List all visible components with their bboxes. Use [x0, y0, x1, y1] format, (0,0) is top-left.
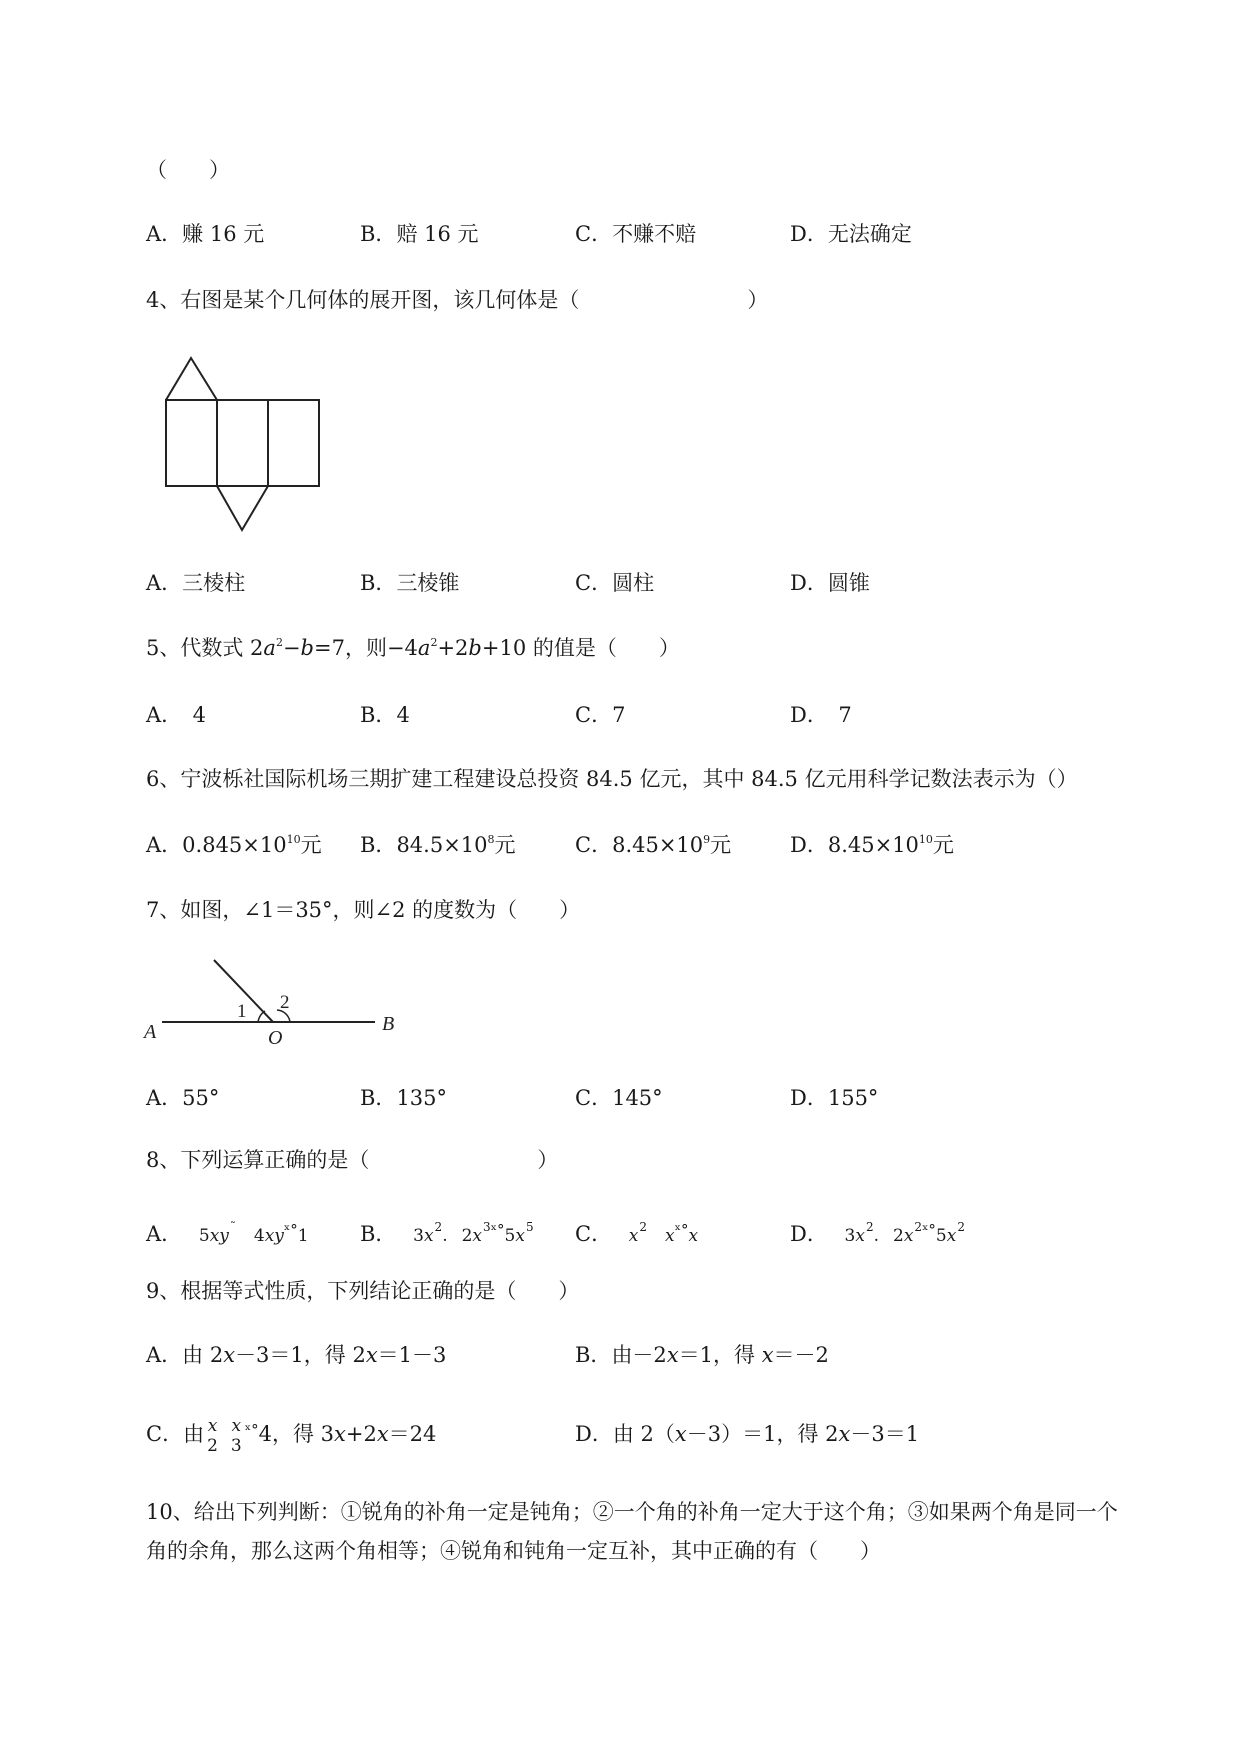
net-rectangle — [166, 400, 319, 486]
label-a: A — [144, 1021, 157, 1043]
label-b: B — [382, 1013, 395, 1035]
net-bottom-triangle — [217, 486, 268, 530]
fraction-x-over-2: x 2 — [207, 1415, 218, 1456]
q4-option-a: A．三棱柱 — [146, 571, 246, 595]
q9-option-d: D．由 2（x－3）＝1，得 2x－3＝1 — [575, 1422, 920, 1446]
q8-option-a: A． 5xy˜ $4xy^{ˣ^\circ}1$ — [146, 1220, 309, 1246]
q8-option-b: B． $3x^2$. $2x^{3ˣ^\circ}5x^5$ — [360, 1220, 534, 1246]
q4-option-c: C．圆柱 — [575, 571, 655, 595]
q7-option-d: D．155° — [790, 1086, 879, 1110]
q4-prism-net-figure — [160, 350, 330, 535]
fraction-x-over-3: x 3 — [230, 1415, 242, 1456]
label-angle-2: 2 — [280, 992, 290, 1013]
q4-stem: 4、右图是某个几何体的展开图，该几何体是（ ） — [146, 288, 769, 312]
q5-stem: 5、代数式 $2a^2-b=7$，则$-4a^2+2b+10$ 的值是（ ） — [146, 636, 680, 660]
q6-option-a: A．$0.845\times 10^{10}$元 — [146, 833, 322, 857]
q9-option-a: A．由 2x－3＝1，得 2x＝1－3 — [146, 1343, 447, 1367]
q4-option-d: D．圆锥 — [790, 571, 870, 595]
q7-angle-figure — [140, 950, 410, 1050]
q3-option-b: B．赔 16 元 — [360, 222, 479, 246]
q3-option-d: D．无法确定 — [790, 222, 912, 246]
q8-option-c: C． $x^2$ $x^{ˣ^\circ}x$ — [575, 1220, 699, 1246]
q3-option-c: C．不赚不赔 — [575, 222, 697, 246]
q5-option-b: B．4 — [360, 703, 410, 727]
q9-option-c: C．由 x 2 x 3 $^{ˣ^\circ}$4，得 3x+2x＝24 — [146, 1415, 437, 1456]
q6-option-d: D．$8.45\times 10^{10}$元 — [790, 833, 954, 857]
q8-option-d: D． $3x^2$. $2x^{2ˣ^\circ}5x^2$ — [790, 1220, 965, 1246]
q4-option-b: B．三棱锥 — [360, 571, 460, 595]
q6-stem: 6、宁波栎社国际机场三期扩建工程建设总投资 84.5 亿元，其中 84.5 亿元用科学记数法表示为（） — [146, 767, 1078, 791]
label-o: O — [268, 1027, 283, 1049]
angle-1-arc — [258, 1011, 265, 1022]
q8-stem: 8、下列运算正确的是（ ） — [146, 1148, 559, 1172]
q7-option-c: C．145° — [575, 1086, 663, 1110]
q9-stem: 9、根据等式性质，下列结论正确的是（ ） — [146, 1279, 580, 1303]
q7-option-b: B．135° — [360, 1086, 448, 1110]
q5-option-c: C．7 — [575, 703, 626, 727]
q7-option-a: A．55° — [146, 1086, 220, 1110]
q6-option-b: B．$84.5\times 10^8$元 — [360, 833, 516, 857]
q3-option-a: A．赚 16 元 — [146, 222, 265, 246]
q3-answer-bracket: （ ） — [146, 158, 230, 182]
label-angle-1: 1 — [237, 1001, 247, 1022]
q5-option-d: D． 7 — [790, 703, 852, 727]
q6-option-c: C．$8.45\times 10^9$元 — [575, 833, 732, 857]
q9-option-b: B．由－2x＝1，得 x＝－2 — [575, 1343, 829, 1367]
q5-option-a: A． 4 — [146, 703, 207, 727]
q10-stem-line1: 10、给出下列判断：①锐角的补角一定是钝角；②一个角的补角一定大于这个角；③如果两个角是同一个 — [146, 1500, 1118, 1524]
q7-stem: 7、如图，∠1＝35°，则∠2 的度数为（ ） — [146, 898, 581, 922]
q10-stem-line2: 角的余角，那么这两个角相等；④锐角和钝角一定互补，其中正确的有（ ） — [146, 1539, 881, 1563]
net-top-triangle — [166, 358, 217, 400]
